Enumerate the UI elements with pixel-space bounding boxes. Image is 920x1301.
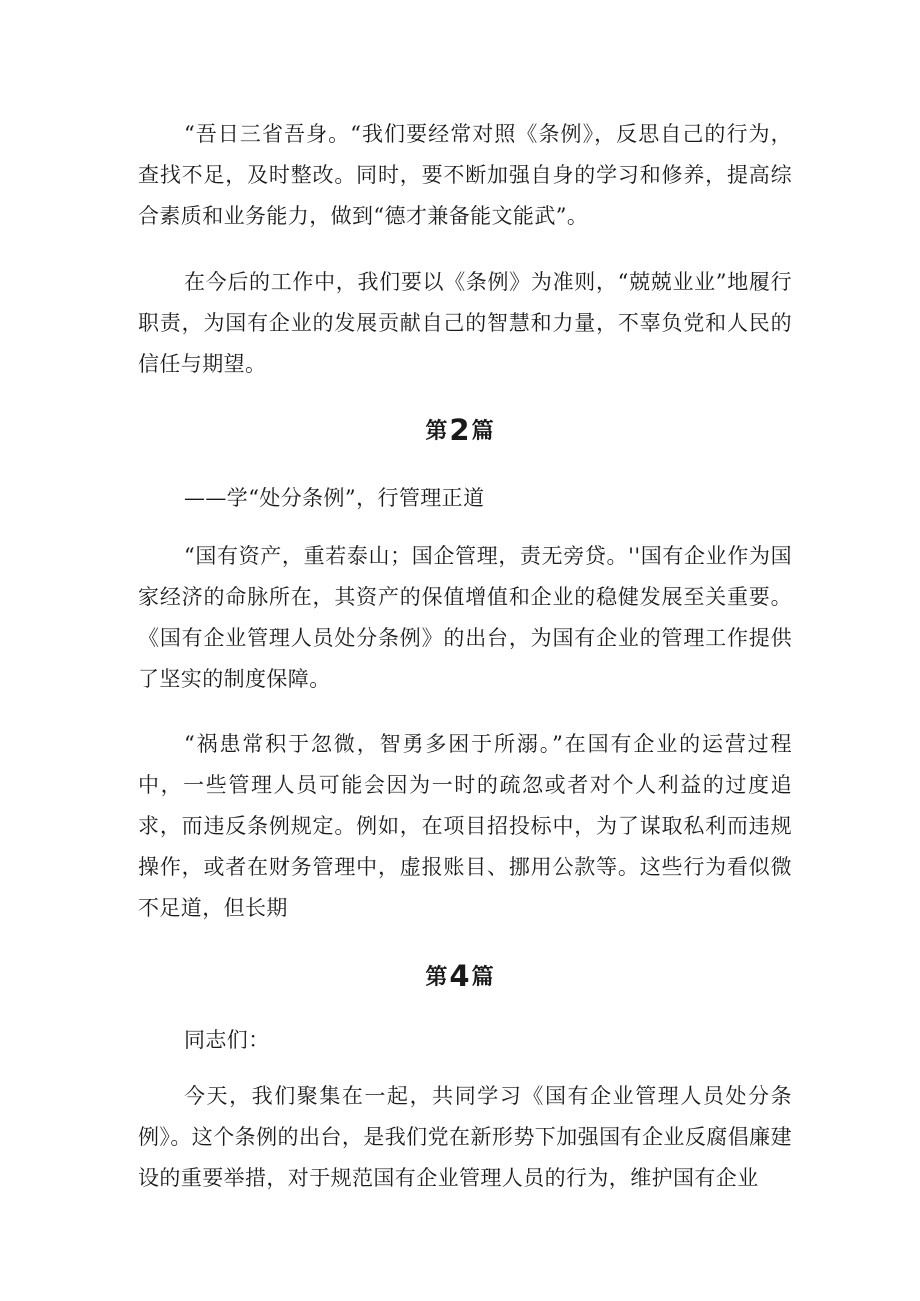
heading-number: 2 — [449, 413, 471, 447]
section-heading-4 — [0, 956, 920, 997]
heading-suffix: 篇 — [471, 418, 495, 444]
paragraph-future-work: 在今后的工作中，我们要以《条例》为准则，“兢兢业业”地履行职责，为国有企业的发展贡献自己的智慧和力量，不辜负党和人民的信任与期望。 — [138, 270, 792, 376]
heading-number: 4 — [449, 959, 471, 993]
heading-prefix: 第 — [425, 418, 449, 444]
paragraph-subtitle: ——学“处分条例”，行管理正道 — [184, 486, 485, 510]
paragraph-risks: “祸患常积于忽微，智勇多困于所溺。”在国有企业的运营过程中，一些管理人员可能会因为一时的疏忽或者对个人利益的过度追求，而违反条例规定。例如，在项目招投标中，为了谋取私利而违规操作，或者在财务管理中，虚报账目、挪用公款等。这些行为看似微不足道，但长期 — [138, 732, 792, 920]
paragraph-greeting: 同志们： — [184, 1028, 270, 1052]
heading-suffix: 篇 — [471, 964, 495, 990]
paragraph-today: 今天，我们聚集在一起，共同学习《国有企业管理人员处分条例》。这个条例的出台，是我们党在新形势下加强国有企业反腐倡廉建设的重要举措，对于规范国有企业管理人员的行为，维护国有企业 — [138, 1084, 792, 1190]
heading-prefix: 第 — [425, 964, 449, 990]
paragraph-state-assets: “国有资产，重若泰山；国企管理，责无旁贷。''国有企业作为国家经济的命脉所在，其资产的保值增值和企业的稳健发展至关重要。《国有企业管理人员处分条例》的出台，为国有企业的管理工作提供了坚实的制度保障。 — [138, 544, 792, 691]
paragraph-self-reflection: “吾日三省吾身。“我们要经常对照《条例》，反思自己的行为，查找不足，及时整改。同时，要不断加强自身的学习和修养，提高综合素质和业务能力，做到“德才兼备能文能武”。 — [138, 122, 792, 228]
section-heading-2 — [0, 410, 920, 451]
